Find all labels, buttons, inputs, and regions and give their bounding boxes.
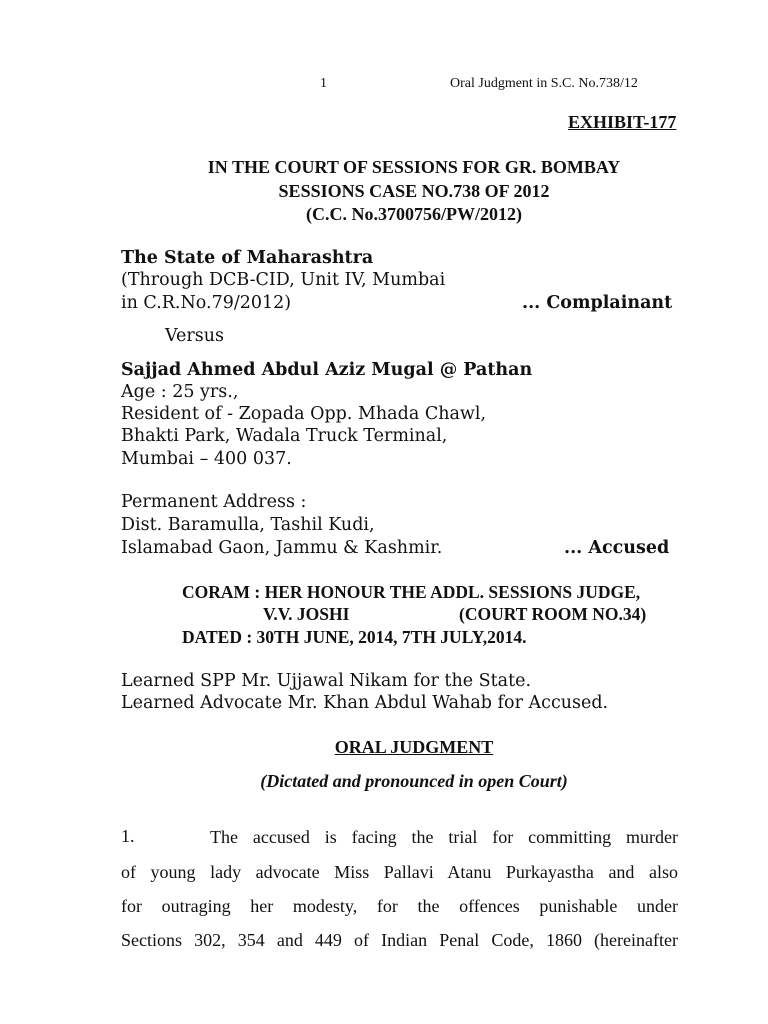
paragraph-1-line-4: Sections 302, 354 and 449 of Indian Penal Code, 1860 (hereinafter [121, 930, 678, 950]
accused-name: Sajjad Ahmed Abdul Aziz Mugal @ Pathan [121, 360, 533, 380]
complainant-detail-1: (Through DCB-CID, Unit IV, Mumbai [121, 270, 446, 290]
paragraph-number: 1. [121, 826, 135, 846]
court-name: IN THE COURT OF SESSIONS FOR GR. BOMBAY [207, 157, 621, 177]
accused-address-line-2: Bhakti Park, Wadala Truck Terminal, [121, 426, 448, 446]
complainant-role: ... Complainant [522, 293, 673, 313]
paragraph-1-line-1: The accused is facing the trial for committing murder [210, 827, 678, 847]
counsel-advocate: Learned Advocate Mr. Khan Abdul Wahab for Accused. [121, 693, 609, 713]
court-room: (COURT ROOM NO.34) [459, 604, 647, 624]
running-header-title: Oral Judgment in S.C. No.738/12 [450, 76, 638, 91]
complainant-name: The State of Maharashtra [121, 248, 374, 268]
exhibit-label: EXHIBIT-177 [568, 112, 677, 132]
cc-number: (C.C. No.3700756/PW/2012) [306, 204, 522, 224]
accused-age: Age : 25 yrs., [121, 382, 239, 402]
judgment-subtitle: (Dictated and pronounced in open Court) [260, 771, 568, 791]
complainant-detail-2: in C.R.No.79/2012) [121, 293, 292, 313]
accused-address-line-3: Mumbai – 400 037. [121, 449, 292, 469]
coram-line: CORAM : HER HONOUR THE ADDL. SESSIONS JUDGE, [182, 582, 641, 602]
paragraph-1-line-3: for outraging her modesty, for the offences punishable under [121, 896, 678, 916]
case-number: SESSIONS CASE NO.738 OF 2012 [278, 181, 550, 201]
dated-line: DATED : 30TH JUNE, 2014, 7TH JULY,2014. [182, 627, 527, 647]
judge-name: V.V. JOSHI [263, 604, 350, 624]
counsel-spp: Learned SPP Mr. Ujjawal Nikam for the State. [121, 671, 532, 691]
permanent-address-label: Permanent Address : [121, 492, 307, 512]
paragraph-1-line-2: of young lady advocate Miss Pallavi Atanu Purkayastha and also [121, 862, 678, 882]
judgment-title: ORAL JUDGMENT [334, 737, 494, 757]
accused-resident: Resident of - Zopada Opp. Mhada Chawl, [121, 404, 487, 424]
permanent-address-line-2: Islamabad Gaon, Jammu & Kashmir. [121, 538, 443, 558]
versus-label: Versus [165, 326, 224, 346]
permanent-address-line-1: Dist. Baramulla, Tashil Kudi, [121, 515, 375, 535]
page-number: 1 [320, 76, 327, 91]
accused-role: ... Accused [564, 538, 670, 558]
